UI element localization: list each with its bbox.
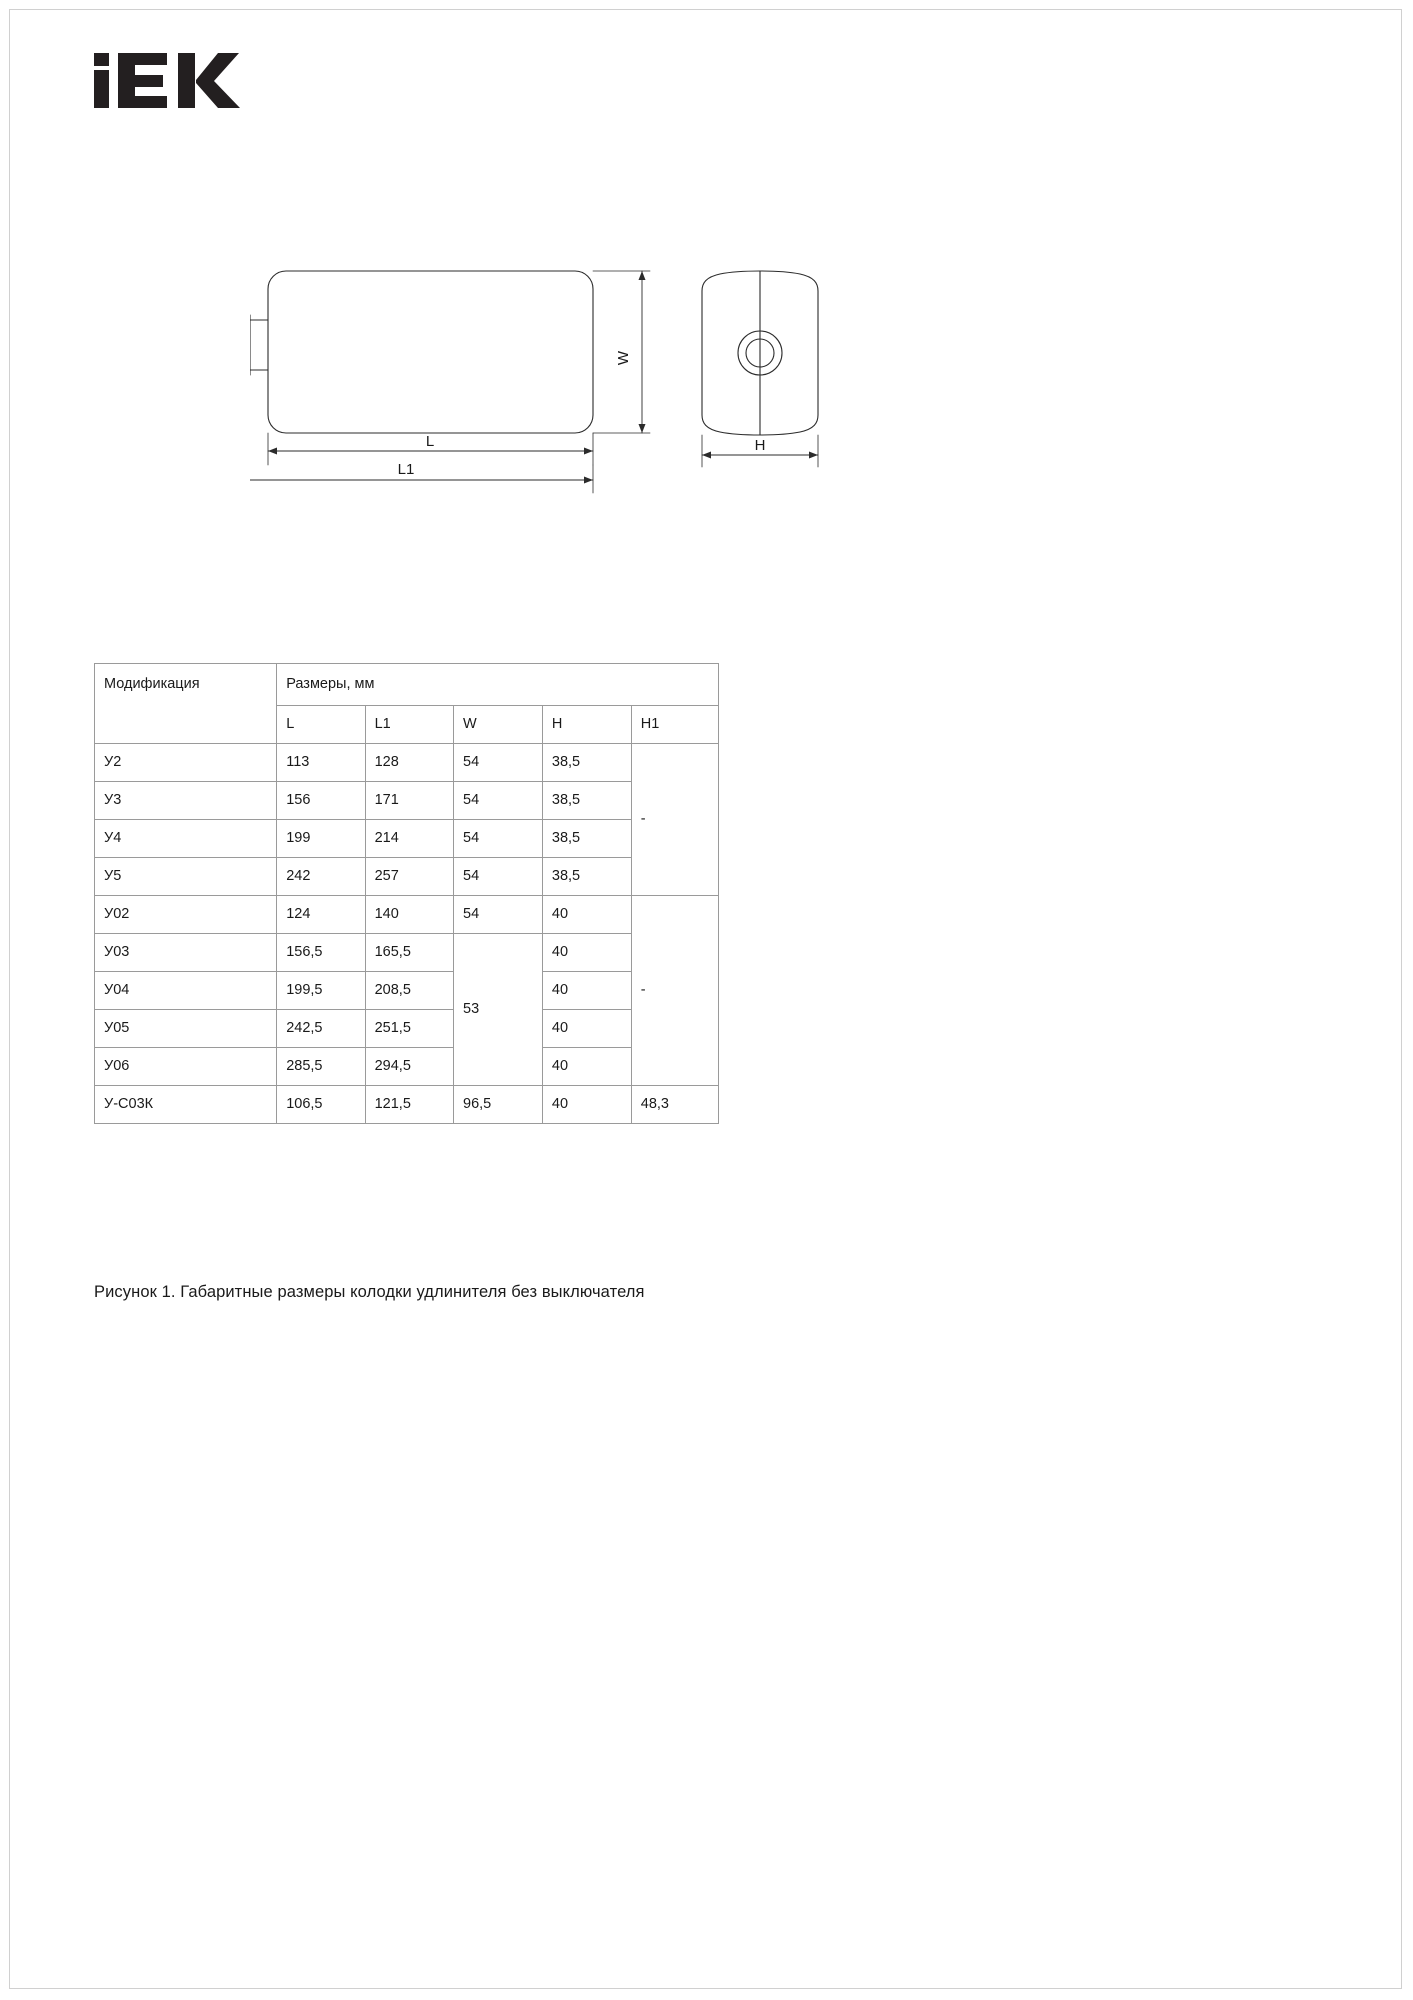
- table-row: [95, 1010, 719, 1048]
- header-col-h: H: [542, 706, 631, 744]
- cell-modification: У02: [95, 896, 277, 934]
- cell-h: 38,5: [542, 820, 631, 858]
- table-row: [95, 782, 719, 820]
- dimension-label-h: H: [754, 437, 766, 454]
- cell-l1: 128: [365, 744, 453, 782]
- cell-l1: 171: [365, 782, 453, 820]
- cell-w: 54: [454, 744, 543, 782]
- header-modification: Модификация: [95, 664, 277, 706]
- header-col-l1: L1: [365, 706, 453, 744]
- cell-l1: 294,5: [365, 1048, 453, 1086]
- table-row: [95, 934, 719, 972]
- table-header-row-columns: [95, 706, 719, 744]
- cell-l1: 214: [365, 820, 453, 858]
- cell-h: 40: [542, 934, 631, 972]
- table-row: [95, 896, 719, 934]
- cell-h: 40: [542, 896, 631, 934]
- cell-l: 242,5: [277, 1010, 365, 1048]
- technical-drawing: [250, 265, 1080, 575]
- dimensions-table: [94, 663, 719, 1124]
- cell-w: 54: [454, 896, 543, 934]
- header-sizes-group: Размеры, мм: [277, 664, 719, 706]
- cell-l: 124: [277, 896, 365, 934]
- dimension-label-w: W: [615, 350, 632, 366]
- dimension-label-l: L: [425, 433, 435, 450]
- table-header-row-top: [95, 664, 719, 706]
- cell-l1: 121,5: [365, 1086, 453, 1124]
- cell-w: 96,5: [454, 1086, 543, 1124]
- cell-l: 156,5: [277, 934, 365, 972]
- header-col-h1: H1: [631, 706, 718, 744]
- cell-h: 40: [542, 1048, 631, 1086]
- cell-w: 54: [454, 820, 543, 858]
- cell-modification: У3: [95, 782, 277, 820]
- table-row: [95, 1086, 719, 1124]
- table-row: [95, 1048, 719, 1086]
- cell-modification: У-С03К: [95, 1086, 277, 1124]
- cell-h: 38,5: [542, 782, 631, 820]
- cell-l: 106,5: [277, 1086, 365, 1124]
- cell-h: 38,5: [542, 858, 631, 896]
- cell-l1: 251,5: [365, 1010, 453, 1048]
- cell-modification: У06: [95, 1048, 277, 1086]
- dimensions-table-wrapper: [94, 663, 719, 1124]
- header-modification-spacer: [95, 706, 277, 744]
- cell-h: 38,5: [542, 744, 631, 782]
- cell-w: 53: [454, 934, 543, 1086]
- header-col-l: L: [277, 706, 365, 744]
- table-row: [95, 744, 719, 782]
- cell-l: 285,5: [277, 1048, 365, 1086]
- cell-h1: 48,3: [631, 1086, 718, 1124]
- cell-w: 54: [454, 858, 543, 896]
- cell-h1: -: [631, 896, 718, 1086]
- cell-l1: 165,5: [365, 934, 453, 972]
- cell-l: 199: [277, 820, 365, 858]
- cell-l: 113: [277, 744, 365, 782]
- table-row: [95, 972, 719, 1010]
- cell-l1: 140: [365, 896, 453, 934]
- cell-modification: У05: [95, 1010, 277, 1048]
- cell-modification: У2: [95, 744, 277, 782]
- figure-caption: Рисунок 1. Габаритные размеры колодки удлинителя без выключателя: [94, 1283, 645, 1301]
- cell-h: 40: [542, 1086, 631, 1124]
- cell-modification: У5: [95, 858, 277, 896]
- cell-l: 156: [277, 782, 365, 820]
- cell-l1: 208,5: [365, 972, 453, 1010]
- header-col-w: W: [454, 706, 543, 744]
- iek-logo: [92, 50, 242, 112]
- cell-modification: У03: [95, 934, 277, 972]
- cell-h1: -: [631, 744, 718, 896]
- cell-l1: 257: [365, 858, 453, 896]
- cell-h: 40: [542, 972, 631, 1010]
- cell-l: 242: [277, 858, 365, 896]
- cell-modification: У04: [95, 972, 277, 1010]
- table-row: [95, 858, 719, 896]
- cell-w: 54: [454, 782, 543, 820]
- cell-h: 40: [542, 1010, 631, 1048]
- cell-modification: У4: [95, 820, 277, 858]
- cell-l: 199,5: [277, 972, 365, 1010]
- dimension-label-l1: L1: [397, 461, 415, 478]
- table-row: [95, 820, 719, 858]
